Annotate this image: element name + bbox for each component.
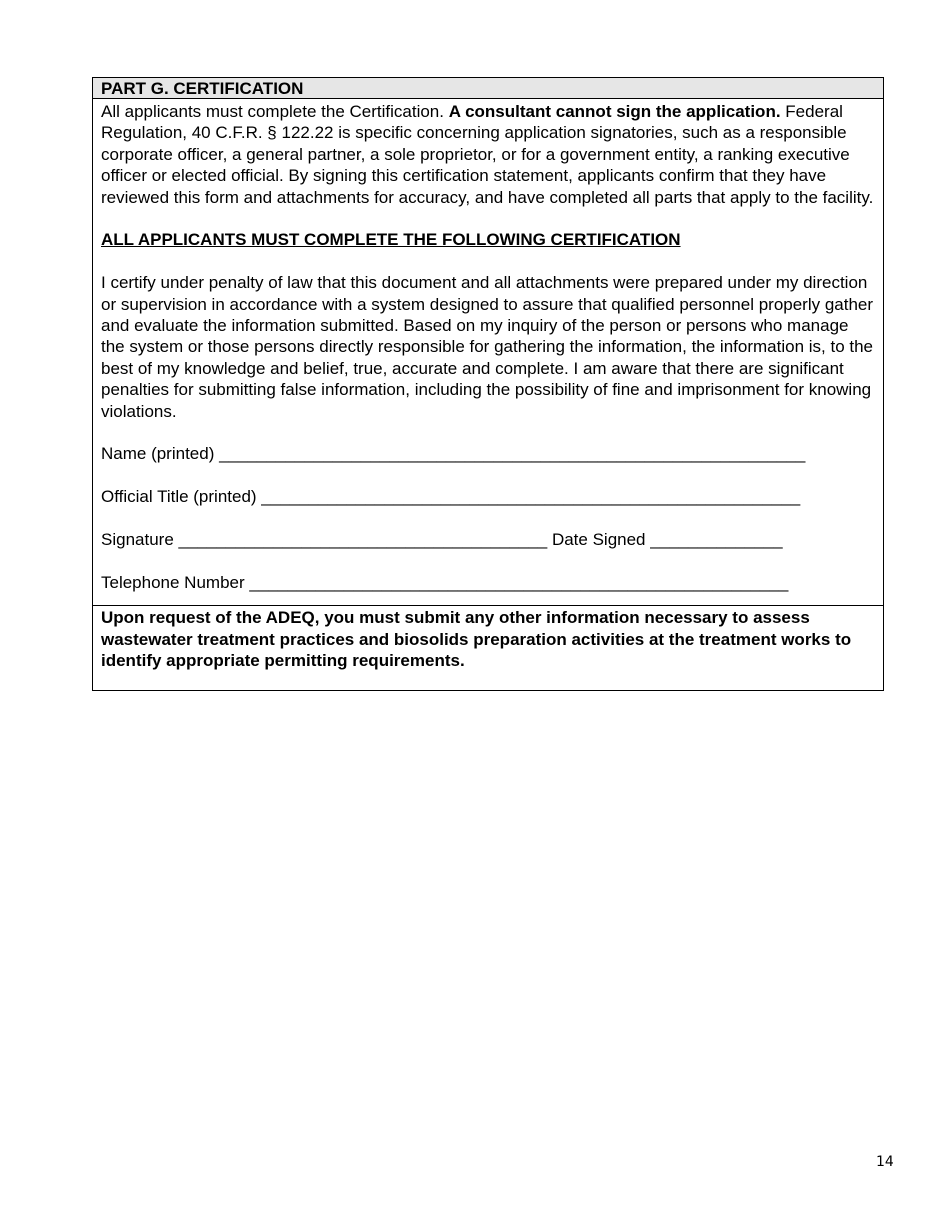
certification-body (93, 99, 883, 605)
name-printed-field[interactable]: Name (printed) ______________________________________________________________ (101, 444, 806, 464)
certification-statement: I certify under penalty of law that this document and all attachments were prepared under my direction or supervision in accordance with a system designed to assure that qualified personnel properly gather and evaluate the information submitted. Based on my inquiry of the person or persons who manage the system or those persons directly responsible for gathering the information, the information is, to the best of my knowledge and belief, true, accurate and complete. I am aware that there are significant penalties for submitting false information, including the possibility of fine and imprisonment for knowing violations. (101, 273, 874, 421)
part-g-header: PART G. CERTIFICATION (93, 78, 883, 99)
adeq-request-note: Upon request of the ADEQ, you must submit any other information necessary to assess wastewater treatment practices and biosolids preparation activities at the treatment works to identify appropriate permitting requirements. (93, 605, 883, 690)
page-number: 14 (876, 1154, 894, 1170)
intro-rest-text: Federal Regulation, 40 C.F.R. § 122.22 is specific concerning application signatories, such as a responsible corporate officer, a general partner, a sole proprietor, or for a government entity, a ranking executive officer or elected official. By signing this certification statement, applicants confirm that they have reviewed this form and attachments for accuracy, and have completed all parts that apply to the facility. (101, 102, 874, 207)
certification-heading: ALL APPLICANTS MUST COMPLETE THE FOLLOWING CERTIFICATION (101, 230, 681, 250)
intro-paragraph (101, 101, 875, 208)
consultant-warning: A consultant cannot sign the application. (448, 102, 781, 121)
telephone-number-field[interactable]: Telephone Number _________________________________________________________ (101, 572, 789, 592)
signature-date-field[interactable]: Signature _______________________________________ Date Signed ______________ (101, 530, 783, 550)
certification-form (92, 77, 884, 691)
intro-lead-text: All applicants must complete the Certification. (101, 102, 449, 121)
official-title-field[interactable]: Official Title (printed) _________________________________________________________ (101, 487, 801, 507)
